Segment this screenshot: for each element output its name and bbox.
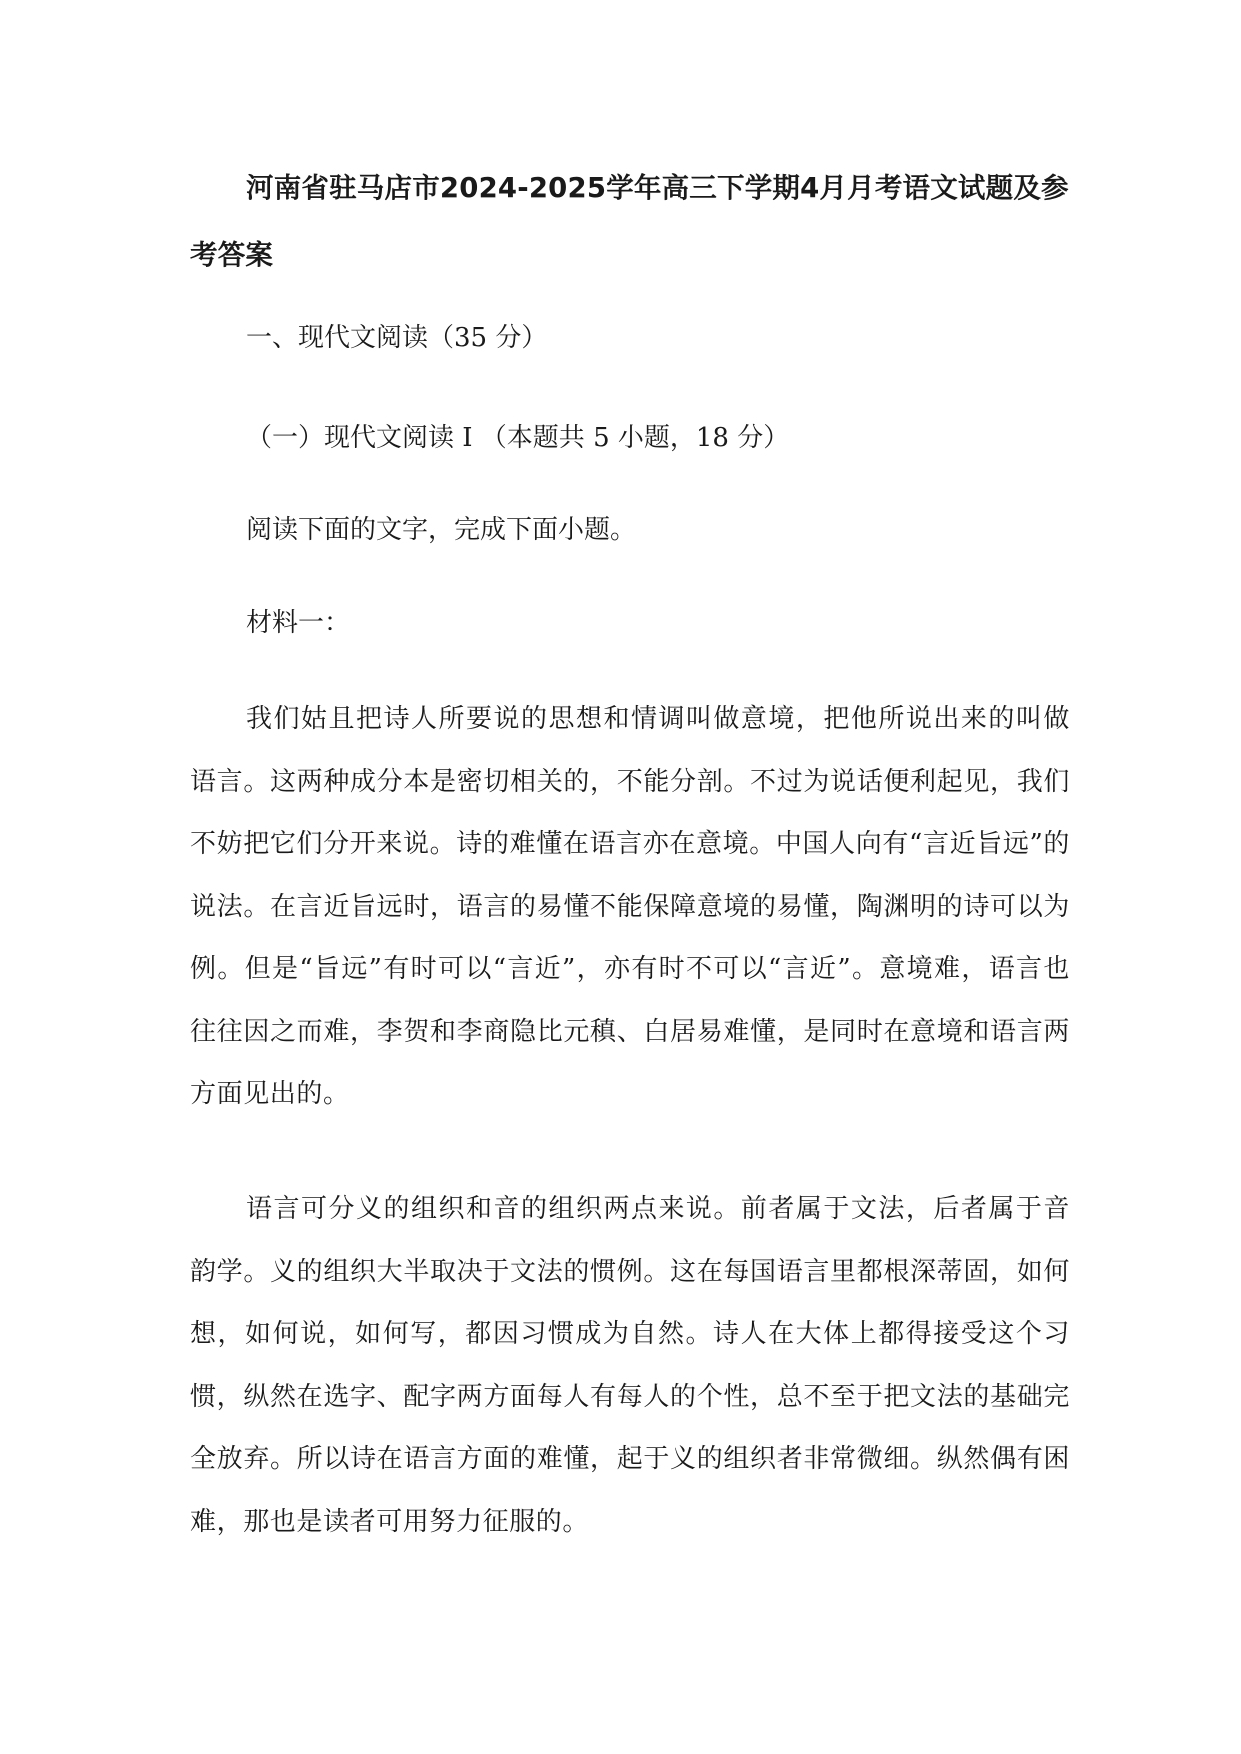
paragraph: 语言可分义的组织和音的组织两点来说。前者属于文法，后者属于音韵学。义的组织大半取决于文法的惯例。这在每国语言里都根深蒂固，如何想，如何说，如何写，都因习惯成为自然。诗人在大体上都得接受这个习惯，纵然在选字、配字两方面每人有每人的个性，总不至于把文法的基础完全放弃。所以诗在语言方面的难懂，起于义的组织者非常微细。纵然偶有困难，那也是读者可用努力征服的。 — [190, 1194, 1070, 1537]
document-title: 河南省驻马店市2024-2025学年高三下学期4月月考语文试题及参考答案 — [190, 172, 1069, 271]
section-heading: 一、现代文阅读（35 分） — [246, 323, 548, 353]
paragraph: 我们姑且把诗人所要说的思想和情调叫做意境，把他所说出来的叫做语言。这两种成分本是密切相关的，不能分剖。不过为说话便利起见，我们不妨把它们分开来说。诗的难懂在语言亦在意境。中国人向有“言近旨远”的说法。在言近旨远时，语言的易懂不能保障意境的易懂，陶渊明的诗可以为例。但是“旨远”有时可以“言近”，亦有时不可以“言近”。意境难，语言也往往因之而难，李贺和李商隐比元稹、白居易难懂，是同时在意境和语言两方面见出的。 — [190, 704, 1070, 1109]
material-label: 材料一： — [246, 608, 351, 638]
instruction-text: 阅读下面的文字，完成下面小题。 — [246, 515, 637, 545]
subsection-heading: （一）现代文阅读 I （本题共 5 小题，18 分） — [246, 423, 790, 453]
